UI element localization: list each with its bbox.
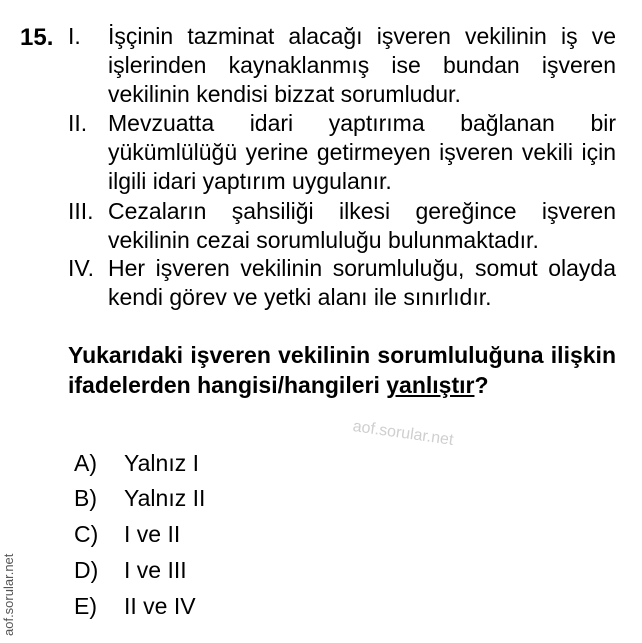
option-text: Yalnız I bbox=[124, 450, 199, 476]
statement-numeral: IV. bbox=[68, 255, 95, 281]
statement-numeral: II. bbox=[68, 110, 88, 136]
question-stem-emphasis: yanlıştır bbox=[386, 372, 475, 398]
option-text: I ve III bbox=[124, 557, 187, 583]
option-text: II ve IV bbox=[124, 593, 196, 619]
statement-numeral: III. bbox=[68, 198, 94, 224]
statement-numeral: I. bbox=[68, 23, 81, 49]
option-letter: B) bbox=[74, 485, 97, 511]
option-letter: D) bbox=[74, 557, 99, 583]
option-a[interactable] bbox=[74, 449, 199, 477]
statement-3 bbox=[68, 197, 616, 255]
option-letter: E) bbox=[74, 593, 97, 619]
statement-text: Mevzuatta idari yaptırıma bağlanan bir yükümlülüğü yerine getirmeyen işveren vekili için ilgili idari yaptırım uygulanır. bbox=[108, 110, 616, 194]
option-d[interactable] bbox=[74, 556, 187, 584]
question-stem-main: Yukarıdaki işveren vekilinin sorumluluğuna ilişkin ifadelerden hangisi/hangileri bbox=[68, 342, 616, 398]
option-letter: C) bbox=[74, 521, 99, 547]
statement-text: Her işveren vekilinin sorumluluğu, somut olayda kendi görev ve yetki alanı ile sınırlıdır. bbox=[108, 255, 616, 310]
statement-text: Cezaların şahsiliği ilkesi gereğince işveren vekilinin cezai sorumluluğu bulunmaktadır. bbox=[108, 198, 616, 253]
option-letter: A) bbox=[74, 450, 97, 476]
statement-4 bbox=[68, 254, 616, 312]
watermark-center: aof.sorular.net bbox=[351, 418, 455, 449]
option-e[interactable] bbox=[74, 592, 196, 620]
option-b[interactable] bbox=[74, 484, 205, 512]
option-c[interactable] bbox=[74, 520, 180, 548]
question-stem-end: ? bbox=[474, 372, 489, 398]
statement-text: İşçinin tazminat alacağı işveren vekilinin iş ve işlerinden kaynaklanmış ise bundan işveren vekilinin kendisi bizzat sorumludur. bbox=[108, 23, 616, 107]
question-stem bbox=[68, 340, 616, 400]
option-text: I ve II bbox=[124, 521, 181, 547]
statement-1 bbox=[68, 22, 616, 109]
statement-2 bbox=[68, 109, 616, 196]
question-number: 15. bbox=[20, 24, 54, 51]
option-text: Yalnız II bbox=[124, 485, 206, 511]
watermark-side: aof.sorular.net bbox=[1, 553, 16, 636]
